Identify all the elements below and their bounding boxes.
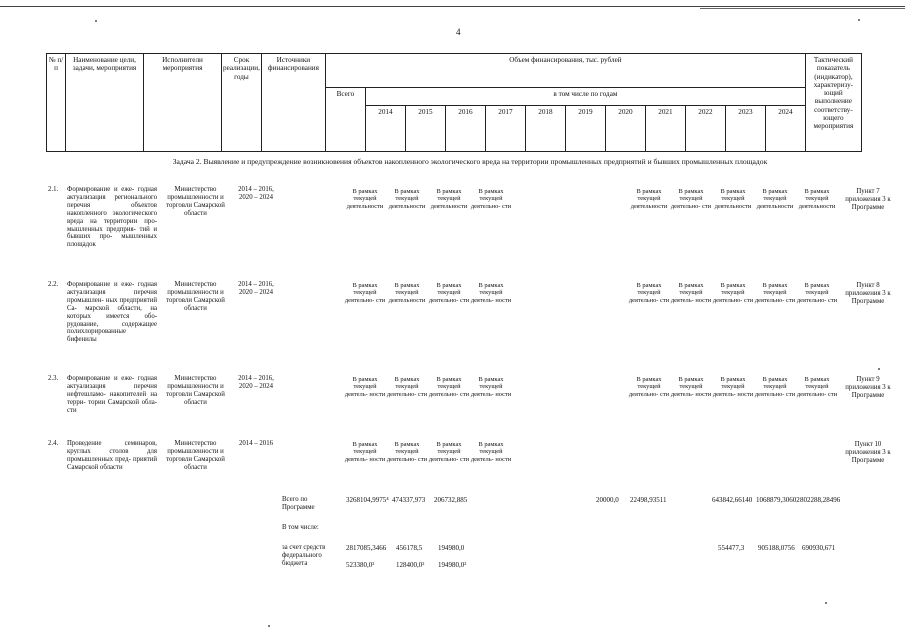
summary-total-2023: 1068879,30602 [756,496,800,504]
top-rule-right [700,8,905,9]
summary-federal-2024: 690930,671 [802,544,836,552]
header-num: № п/п [47,54,66,152]
year-2016: 2016 [445,106,485,152]
row-2-2-cell-2022: В рамках текущей деятельно- сти [712,282,754,304]
summary-federal-2015: 194980,0 [438,544,465,552]
summary-federal-label: за счет средств федерального бюджета [282,544,326,567]
summary-federal-2014: 456178,5 [396,544,423,552]
row-2-1-cell-2014: В рамках текущей деятельности [388,188,426,210]
scan-speck [268,625,270,627]
row-2-3-cell-2016: В рамках текущей деятель- ности [470,376,512,398]
row-2-1-cell-2023: В рамках текущей деятельности [756,188,794,210]
row-2-3-cell-2022: В рамках текущей деятель- ности [712,376,754,398]
year-2020: 2020 [605,106,645,152]
row-2-1-cell-2024: В рамках текущей деятельности [798,188,836,210]
scan-speck [858,19,860,21]
row-2-3-executor: Министерство промышленности и торговли Самарской области [166,375,225,406]
year-2024: 2024 [765,106,805,152]
year-2021: 2021 [645,106,685,152]
row-2-1-cell-2016: В рамках текущей деятельно- сти [470,188,512,210]
summary-federal2-all: 523380,0² [346,561,375,569]
header-name: Наименование цели, задачи, мероприятия [66,54,144,152]
row-2-3-cell-2014: В рамках текущей деятельно- сти [386,376,428,398]
row-2-2-cell-2021: В рамках текущей деятель- ности [670,282,712,304]
header-table [46,53,862,152]
row-2-3-cell-2015: В рамках текущей деятельно- сти [428,376,470,398]
summary-total-label: Всего по Программе [282,496,315,511]
row-2-3-cell-2021: В рамках текущей деятель- ности [670,376,712,398]
row-2-1-num: 2.1. [48,186,59,193]
row-2-3-num: 2.3. [48,375,59,382]
row-2-2-cell-2016: В рамках текущей деятель- ности [470,282,512,304]
row-2-4-cell-total: В рамках текущей деятель- ности [344,441,386,463]
row-2-4-cell-2016: В рамках текущей деятель- ности [470,441,512,463]
header-by-years: в том числе по годам [365,88,805,106]
row-2-4-term: 2014 – 2016 [239,440,273,447]
row-2-2-name: Формирование и еже- годная актуализация перечня промышлен- ных предприятий Са- марской области, на которых имеется обо- рудование, содержащее полихлорированные бифенилы [67,281,157,344]
header-executors: Исполнители мероприятия [144,54,222,152]
row-2-2-term: 2014 – 2016, 2020 – 2024 [238,281,274,296]
row-2-3-term: 2014 – 2016, 2020 – 2024 [238,375,274,390]
summary-including-label: В том числе: [282,524,319,531]
row-2-4-cell-2014: В рамках текущей деятельно- сти [386,441,428,463]
summary-federal-2022: 554477,3 [718,544,745,552]
row-2-2-cell-total: В рамках текущей деятельно- сти [344,282,386,304]
summary-federal2-2015: 194980,0² [438,561,467,569]
row-2-3-indicator: Пункт 9 приложения 3 к Программе [845,376,891,399]
row-2-1-term: 2014 – 2016, 2020 – 2024 [238,186,274,201]
row-2-1-cell-total: В рамках текущей деятельности [346,188,384,210]
year-2019: 2019 [565,106,605,152]
task-title: Задача 2. Выявление и предупреждение возникновения объектов накопленного экологического вреда на территории промышленных предприятий и бывших промышленных площадок [172,157,768,166]
header-sources: Источники финансирования [261,54,325,152]
summary-total-2024: 802288,28496 [800,496,841,504]
row-2-4-indicator: Пункт 10 приложения 3 к Программе [845,441,891,464]
row-2-2-cell-2014: В рамках текущей деятельности [388,282,426,304]
row-2-2-indicator: Пункт 8 приложения 3 к Программе [845,282,891,305]
summary-total-2022: 643842,66140 [712,496,753,504]
row-2-2-cell-2015: В рамках текущей деятельно- сти [428,282,470,304]
summary-federal-all: 2817085,3466 [346,544,387,552]
row-2-3-cell-2024: В рамках текущей деятельно- сти [796,376,838,398]
scan-speck [825,602,827,604]
header-volume: Объем финансирования, тыс. рублей [325,54,805,88]
row-2-1-cell-2015: В рамках текущей деятельности [430,188,468,210]
year-2022: 2022 [685,106,725,152]
summary-total-2020: 22498,93511 [630,496,667,504]
summary-total-2015: 206732,885 [434,496,468,504]
row-2-1-cell-2021: В рамках текущей деятельно- сти [670,188,712,210]
summary-federal2-2014: 128400,0² [396,561,425,569]
header-term: Срок реализации, годы [222,54,262,152]
row-2-1-executor: Министерство промышленности и торговли Самарской области [166,186,225,217]
year-2017: 2017 [485,106,525,152]
row-2-4-num: 2.4. [48,440,59,447]
year-2015: 2015 [405,106,445,152]
row-2-2-cell-2023: В рамках текущей деятельно- сти [754,282,796,304]
header-total: Всего [325,88,365,152]
row-2-3-cell-2023: В рамках текущей деятельно- сти [754,376,796,398]
row-2-2-cell-2024: В рамках текущей деятельно- сти [796,282,838,304]
scan-speck [95,20,97,22]
top-rule [0,6,905,7]
summary-total-2014: 474337,973 [392,496,426,504]
row-2-2-executor: Министерство промышленности и торговли Самарской области [166,281,225,312]
row-2-1-cell-2022: В рамках текущей деятельности [714,188,752,210]
page-number: 4 [456,27,461,37]
row-2-4-name: Проведение семинаров, круглых столов для промышленных пред- приятий Самарской области [67,440,157,471]
row-2-1-cell-2020: В рамках текущей деятельности [630,188,668,210]
row-2-3-name: Формирование и еже- годная актуализация перечня нефтешламо- накопителей на терри- тории Самарской обла- сти [67,375,157,414]
row-2-3-cell-2020: В рамках текущей деятельно- сти [628,376,670,398]
summary-total-all: 3268104,9975⁴ [346,496,389,504]
year-2014: 2014 [365,106,405,152]
year-2018: 2018 [525,106,565,152]
row-2-1-indicator: Пункт 7 приложения 3 к Программе [845,188,891,211]
row-2-4-executor: Министерство промышленности и торговли Самарской области [166,440,225,471]
summary-total-2019: 20000,0 [596,496,619,504]
year-2023: 2023 [725,106,765,152]
summary-federal-2023: 905188,0756 [758,544,795,552]
row-2-3-cell-total: В рамках текущей деятель- ности [344,376,386,398]
scan-speck [878,368,880,370]
row-2-1-name: Формирование и еже- годная актуализация регионального перечня объектов накопленного экологического вреда на территории про- мышленных предприя- тий и бывших про- мышленных площадок [67,186,157,249]
row-2-4-cell-2015: В рамках текущей деятельно- сти [428,441,470,463]
header-indicator: Тактический показатель (индикатор), характеризу- ющий выполнение соответству- ющего мероприятия [805,54,861,152]
row-2-2-cell-2020: В рамках текущей деятельно- сти [628,282,670,304]
row-2-2-num: 2.2. [48,281,59,288]
